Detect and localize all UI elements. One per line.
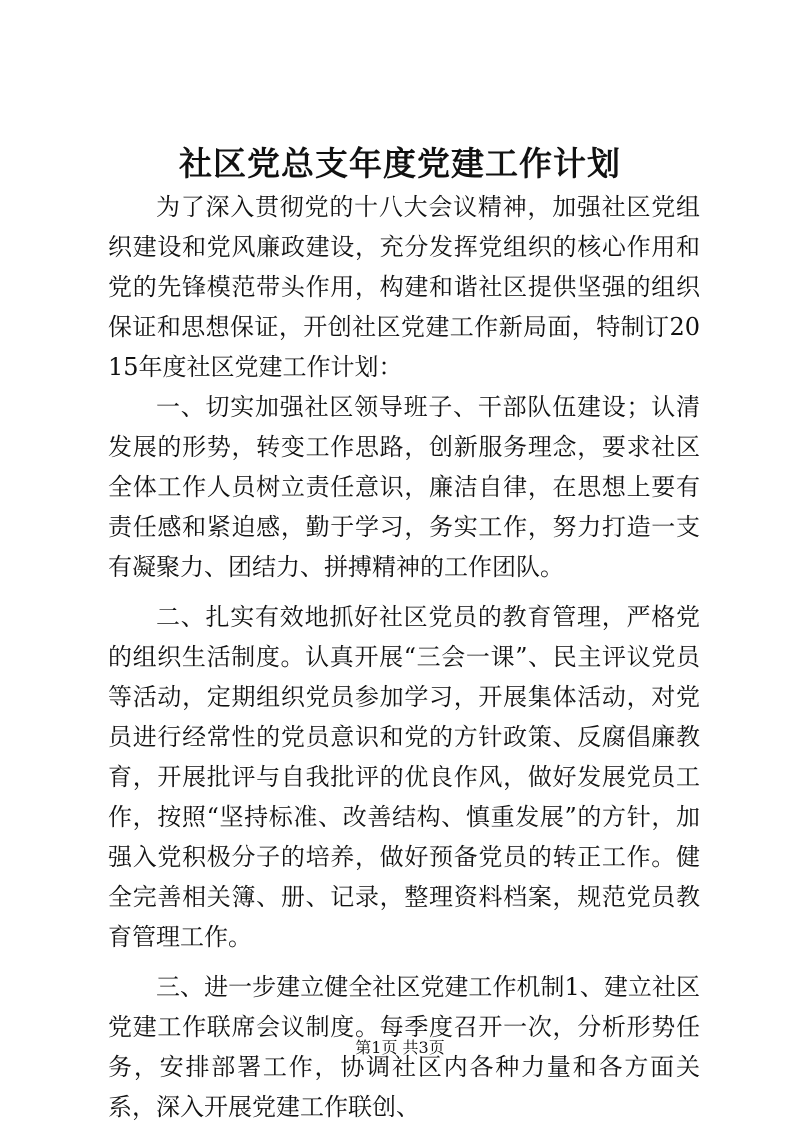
paragraph-intro: 为了深入贯彻党的十八大会议精神，加强社区党组织建设和党风廉政建设，充分发挥党组织的核心作用和党的先锋模范带头作用，构建和谐社区提供坚强的组织保证和思想保证，开创社区党建工作新局面，特制订2015年度社区党建工作计划： [108, 193, 700, 381]
page-number-footer: 第1页 共3页 [355, 1038, 445, 1057]
paragraph-section-1: 一、切实加强社区领导班子、干部队伍建设；认清发展的形势，转变工作思路，创新服务理念，要求社区全体工作人员树立责任意识，廉洁自律，在思想上要有责任感和紧迫感，勤于学习，务实工作，努力打造一支有凝聚力、团结力、拼搏精神的工作团队。 [108, 393, 700, 581]
document-body [108, 187, 700, 1127]
paragraph-section-2: 二、扎实有效地抓好社区党员的教育管理，严格党的组织生活制度。认真开展“三会一课”、民主评议党员等活动，定期组织党员参加学习，开展集体活动，对党员进行经常性的党员意识和党的方针政策、反腐倡廉教育，开展批评与自我批评的优良作风，做好发展党员工作，按照“坚持标准、改善结构、慎重发展”的方针，加强入党积极分子的培养，做好预备党员的转正工作。健全完善相关簿、册、记录，整理资料档案，规范党员教育管理工作。 [108, 603, 700, 951]
paragraph-section-3: 三、进一步建立健全社区党建工作机制1、建立社区党建工作联席会议制度。每季度召开一次，分析形势任务，安排部署工作，协调社区内各种力量和各方面关系，深入开展党建工作联创、 [108, 973, 700, 1121]
document-title: 社区党总支年度党建工作计划 [179, 144, 621, 183]
